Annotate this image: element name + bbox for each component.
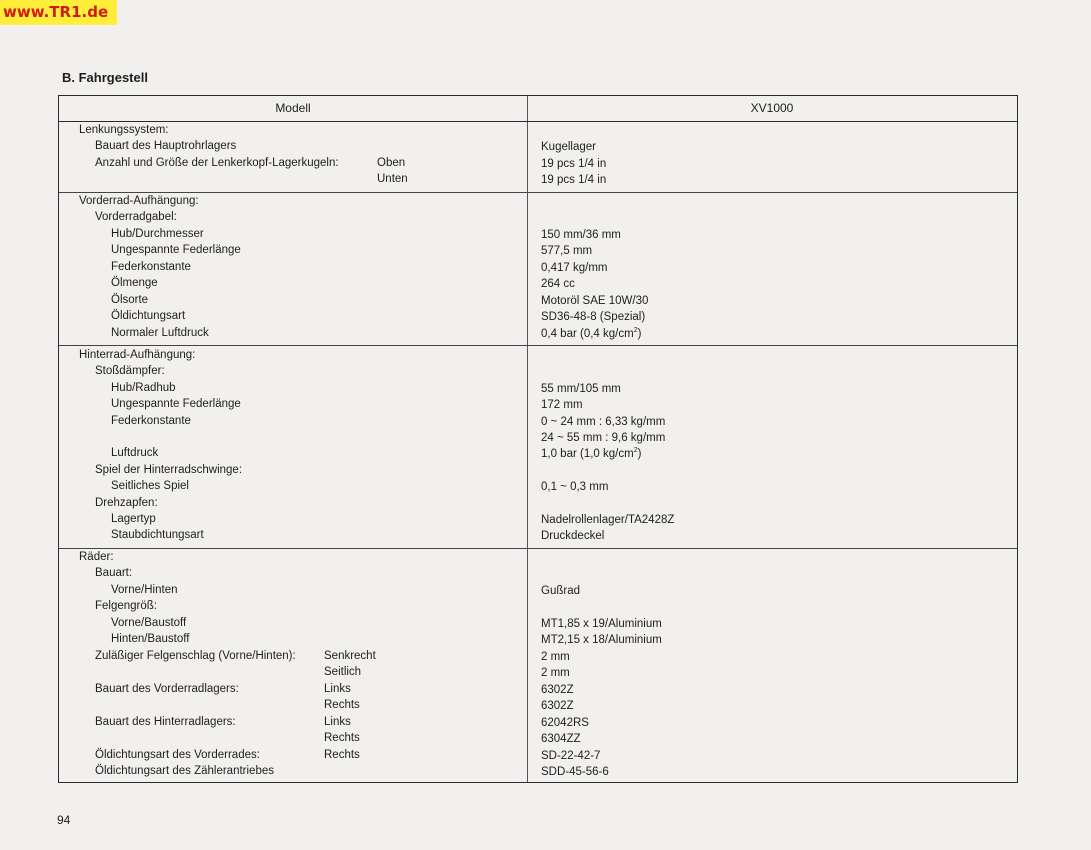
hinterrad-staub-value: Druckdeckel [541,530,605,542]
raeder-hb-label: Hinten/Baustoff [111,633,190,645]
vorderrad-luft-label: Normaler Luftdruck [111,327,209,339]
hinterrad-title: Hinterrad-Aufhängung: [79,349,196,361]
hinterrad-lager-label: Lagertyp [111,513,156,525]
raeder-hlinks-label: Links [324,716,351,728]
hinterrad-konst-value-2: 24 ~ 55 mm : 9,6 kg/mm [541,432,666,444]
row-divider [59,548,1017,549]
lenkung-kugeln-label: Anzahl und Größe der Lenkerkopf-Lagerkugeln: [95,157,339,169]
vorderrad-luft-text: 0,4 bar (0,4 kg/cm [541,328,634,340]
vorderrad-luft-sup: 2 [633,327,638,334]
hinterrad-dreh-title: Drehzapfen: [95,497,158,509]
raeder-hlager-label: Bauart des Hinterradlagers: [95,716,236,728]
raeder-felgen: Felgengröß: [95,600,158,612]
hinterrad-feder-label: Ungespannte Federlänge [111,398,241,410]
header-model: Modell [275,101,311,115]
vorderrad-feder-value: 577,5 mm [541,245,593,257]
lenkung-bauart-value: Kugellager [541,141,596,153]
hinterrad-seit-value: 0,1 ~ 0,3 mm [541,481,609,493]
raeder-schlag-label: Zuläßiger Felgenschlag (Vorne/Hinten): [95,650,296,662]
vorderrad-konst-value: 0,417 kg/mm [541,262,608,274]
raeder-hrechts-label: Rechts [324,732,360,744]
vorderrad-luft-value [541,327,641,341]
hinterrad-hub-value: 55 mm/105 mm [541,383,621,395]
row-divider [59,192,1017,193]
vorderrad-luft-close: ) [637,328,642,340]
raeder-vlinks-label: Links [324,683,351,695]
vorderrad-gabel: Vorderradgabel: [95,211,177,223]
vorderrad-sorte-value: Motoröl SAE 10W/30 [541,295,649,307]
vorderrad-dicht-label: Öldichtungsart [111,310,186,322]
raeder-senk-value: 2 mm [541,651,570,663]
raeder-vlinks-value: 6302Z [541,684,574,696]
lenkung-unten-label: Unten [377,173,408,185]
lenkung-oben-value: 19 pcs 1/4 in [541,158,607,170]
hinterrad-hub-label: Hub/Radhub [111,382,176,394]
raeder-voel-value: SD-22-42-7 [541,750,601,762]
raeder-hb-value: MT2,15 x 18/Aluminium [541,634,662,646]
hinterrad-staub-label: Staubdichtungsart [111,529,204,541]
raeder-vlager-label: Bauart des Vorderradlagers: [95,683,239,695]
vorderrad-oel-value: 264 cc [541,278,575,290]
raeder-vh-value: Gußrad [541,585,580,597]
hinterrad-konst-label: Federkonstante [111,415,191,427]
header-divider [59,121,1017,122]
vorderrad-title: Vorderrad-Aufhängung: [79,195,199,207]
watermark-logo: www.TR1.de [0,0,117,25]
lenkung-unten-value: 19 pcs 1/4 in [541,174,607,186]
raeder-bauart: Bauart: [95,567,133,579]
raeder-voel-label: Öldichtungsart des Vorderrades: [95,749,260,761]
hinterrad-spiel-title: Spiel der Hinterradschwinge: [95,464,243,476]
raeder-voel-side: Rechts [324,749,360,761]
hinterrad-luft-close: ) [637,448,642,460]
hinterrad-lager-value: Nadelrollenlager/TA2428Z [541,514,675,526]
row-divider [59,345,1017,346]
header-value: XV1000 [750,101,794,115]
lenkung-title: Lenkungssystem: [79,124,169,136]
raeder-title: Räder: [79,551,114,563]
column-divider [527,96,528,782]
vorderrad-sorte-label: Ölsorte [111,294,149,306]
page-number: 94 [57,813,71,827]
hinterrad-konst-value-1: 0 ~ 24 mm : 6,33 kg/mm [541,416,666,428]
spec-table [58,95,1018,783]
raeder-vrechts-value: 6302Z [541,700,574,712]
vorderrad-hub-value: 150 mm/36 mm [541,229,621,241]
hinterrad-feder-value: 172 mm [541,399,583,411]
raeder-vrechts-label: Rechts [324,699,360,711]
vorderrad-oel-label: Ölmenge [111,277,158,289]
hinterrad-luft-sup: 2 [633,447,638,454]
vorderrad-dicht-value: SD36-48-8 (Spezial) [541,311,646,323]
raeder-zoel-label: Öldichtungsart des Zählerantriebes [95,765,274,777]
vorderrad-feder-label: Ungespannte Federlänge [111,244,241,256]
hinterrad-daempfer: Stoßdämpfer: [95,365,165,377]
hinterrad-luft-label: Luftdruck [111,447,159,459]
vorderrad-hub-label: Hub/Durchmesser [111,228,204,240]
raeder-seit-value: 2 mm [541,667,570,679]
section-title: B. Fahrgestell [62,70,148,85]
lenkung-oben-label: Oben [377,157,406,169]
vorderrad-konst-label: Federkonstante [111,261,191,273]
raeder-seit-label: Seitlich [324,666,362,678]
hinterrad-luft-value [541,447,641,461]
raeder-hrechts-value: 6304ZZ [541,733,581,745]
raeder-senk-label: Senkrecht [324,650,376,662]
lenkung-bauart-label: Bauart des Hauptrohrlagers [95,140,237,152]
raeder-vh-label: Vorne/Hinten [111,584,178,596]
raeder-vb-label: Vorne/Baustoff [111,617,187,629]
hinterrad-seit-label: Seitliches Spiel [111,480,189,492]
raeder-hlinks-value: 62042RS [541,717,589,729]
raeder-zoel-value: SDD-45-56-6 [541,766,609,778]
raeder-vb-value: MT1,85 x 19/Aluminium [541,618,662,630]
hinterrad-luft-text: 1,0 bar (1,0 kg/cm [541,448,634,460]
